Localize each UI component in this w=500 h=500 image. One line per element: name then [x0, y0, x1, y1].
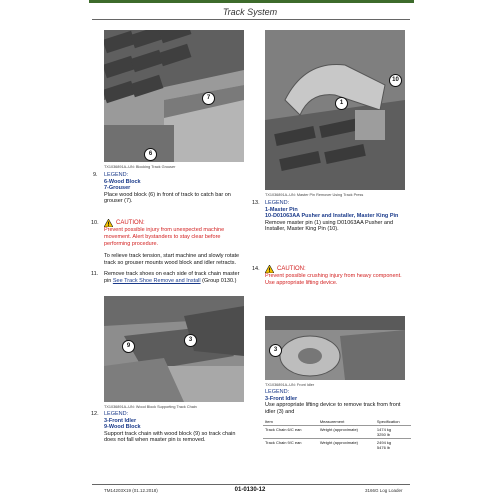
photo-caption: TX1036891A–UN: Front Idler: [265, 383, 315, 387]
caution-label: CAUTION:: [277, 266, 306, 272]
step-text: Remove master pin (1) using D01063AA Pusher and Installer, Master King Pin (10).: [265, 219, 394, 233]
legend-title: LEGEND:: [104, 411, 129, 417]
top-accent-bar: [89, 0, 414, 3]
column-header: Measurement: [319, 419, 345, 424]
photo-master-pin-remover: [265, 30, 405, 190]
caution-text: Prevent possible crushing injury from heavy component. Use appropriate lifting device.: [265, 273, 402, 286]
legend-title: LEGEND:: [104, 172, 129, 178]
footer-model: 3166G Log Loader: [365, 488, 403, 493]
page-title: Track System: [222, 7, 278, 17]
table-cell: Track Chain 6/C ean: [263, 426, 318, 439]
caution-label: CAUTION:: [116, 220, 145, 226]
legend-item: 3-Front Idler: [104, 417, 137, 424]
callout-6: 6: [144, 148, 157, 161]
legend-item: 6-Wood Block: [104, 178, 141, 185]
legend-item: 10-D01063AA Pusher and Installer, Master King Pin: [265, 213, 399, 219]
table-cell: Weight (approximate): [318, 426, 375, 439]
step-number: 12.: [91, 411, 99, 417]
callout-10: 10: [389, 74, 402, 87]
step-number: 14.: [252, 266, 260, 272]
step-14: [265, 266, 411, 287]
callout-3: 3: [269, 344, 282, 357]
table-header-row: [263, 418, 411, 426]
callout-3: 3: [184, 334, 197, 347]
column-header: Item: [265, 419, 273, 424]
step-front-idler: [265, 389, 411, 416]
photo-front-idler: [265, 316, 405, 380]
table-row: [263, 426, 411, 439]
photo-caption: TX1036891A–UN: Master Pin Remover Using Track Press: [265, 193, 364, 197]
step-text: Place wood block (6) in front of track to catch bar on grouser (7).: [104, 191, 231, 205]
step-9: [104, 172, 246, 205]
column-header: Specification: [376, 419, 400, 424]
step-text: Support track chain with wood block (9) so track chain does not fall when master pin is removed.: [104, 430, 236, 444]
step-11: [104, 271, 246, 285]
table-row: [263, 439, 411, 452]
step-number: 10.: [91, 220, 99, 226]
footer-divider: [92, 484, 410, 485]
step-text: (Group 0130.): [202, 277, 237, 284]
legend-item: 9-Wood Block: [104, 424, 141, 430]
legend-item: 1-Master Pin: [265, 206, 298, 213]
legend-item: 3-Front Idler: [265, 395, 298, 402]
header-divider: [92, 19, 410, 20]
photo-caption: TX1036891A–UN: Wood Block Supporting Track Chain: [104, 405, 197, 409]
footer-doc-id: TM14203X19 (01.12.2018): [104, 488, 158, 493]
callout-9: 9: [122, 340, 135, 353]
table-cell: 2494 kg 5476 lb: [375, 439, 411, 452]
spec-table: [263, 418, 411, 451]
step-10: [104, 220, 246, 267]
legend-title: LEGEND:: [265, 200, 290, 206]
step-text: To relieve track tension, start machine and slowly rotate track so grouser mounts wood block and idler retracts.: [104, 253, 240, 267]
step-number: 9.: [93, 172, 98, 178]
step-13: [265, 200, 411, 233]
link-track-shoe-remove[interactable]: See Track Shoe Remove and Install: [112, 277, 201, 284]
table-cell: Weight (approximate): [318, 439, 375, 452]
step-text: Remove track shoes on each side of track chain master pin: [104, 271, 240, 284]
table-cell: 1474 kg 3250 lb: [375, 426, 411, 439]
step-text: Use appropriate lifting device to remove track from front idler (3) and: [265, 402, 401, 415]
photo-track-grouser: [104, 30, 244, 162]
step-number: 13.: [252, 200, 260, 206]
step-number: 11.: [91, 271, 99, 277]
callout-7: 7: [202, 92, 215, 105]
table-cell: Track Chain 9/C ean: [263, 439, 318, 452]
step-12: [104, 411, 246, 444]
page-number: 01-0130-12: [234, 487, 266, 493]
photo-wood-block-chain: [104, 296, 244, 402]
photo-caption: TX1036891A–UN: Blocking Track Grouser: [104, 165, 176, 169]
callout-1: 1: [335, 97, 348, 110]
caution-text: Prevent possible injury from unexpected machine movement. Alert bystanders to stay clear before performing procedure.: [104, 227, 225, 247]
legend-title: LEGEND:: [265, 389, 290, 395]
legend-item: 7-Grouser: [104, 185, 131, 191]
